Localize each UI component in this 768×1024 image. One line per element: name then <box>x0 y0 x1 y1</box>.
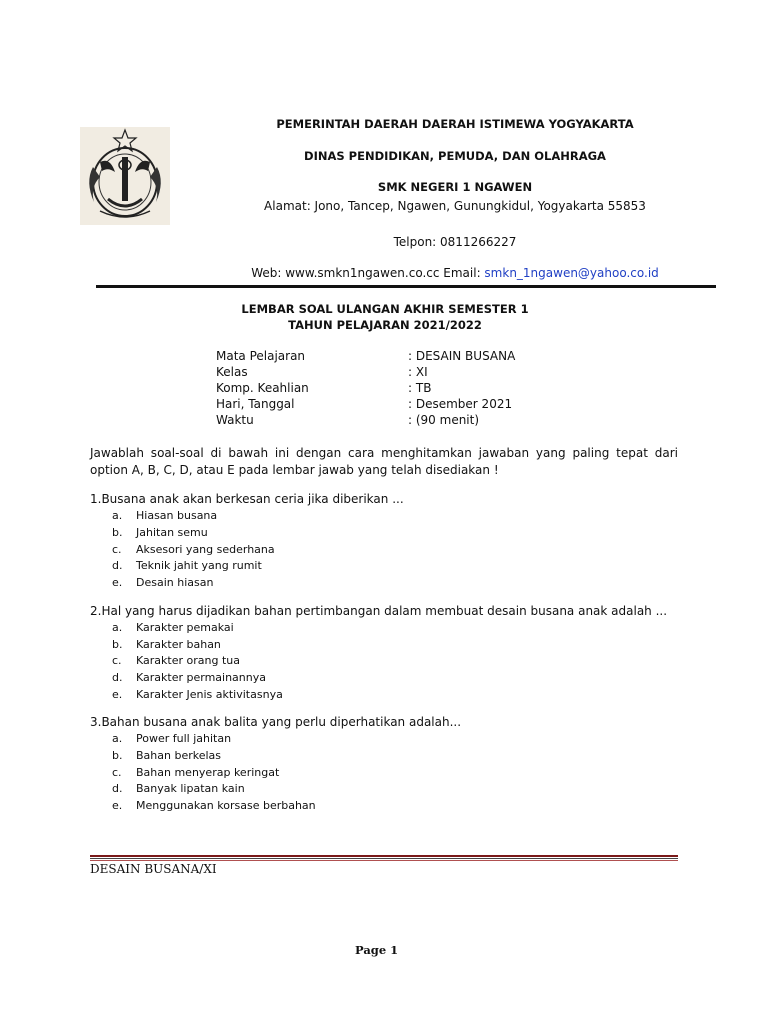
option-letter: c. <box>112 766 122 779</box>
header-agency: DINAS PENDIDIKAN, PEMUDA, DAN OLAHRAGA <box>304 149 606 163</box>
info-label: Kelas <box>216 365 248 379</box>
option-text: Bahan berkelas <box>136 749 222 762</box>
question-1: 1.Busana anak akan berkesan ceria jika diberikan ... <box>90 492 404 506</box>
footer-subject: DESAIN BUSANA/XI <box>90 862 217 876</box>
info-value: : DESAIN BUSANA <box>408 349 516 363</box>
exam-title: LEMBAR SOAL ULANGAN AKHIR SEMESTER 1 <box>241 302 529 316</box>
option-text: Hiasan busana <box>136 509 218 522</box>
option-text: Menggunakan korsase berbahan <box>136 799 316 812</box>
option-text: Desain hiasan <box>136 576 214 589</box>
option-text: Power full jahitan <box>136 732 232 745</box>
header-address: Alamat: Jono, Tancep, Ngawen, Gunungkidul, Yogyakarta 55853 <box>264 199 646 213</box>
option-text: Bahan menyerap keringat <box>136 766 280 779</box>
option-letter: b. <box>112 638 123 651</box>
option-letter: e. <box>112 576 123 589</box>
option-letter: a. <box>112 509 123 522</box>
info-label: Waktu <box>216 413 254 427</box>
header-email-link[interactable]: smkn_1ngawen@yahoo.co.id <box>484 266 659 280</box>
header-school-name: SMK NEGERI 1 NGAWEN <box>377 180 533 194</box>
header-web: Web: www.smkn1ngawen.co.cc Email: <box>251 266 485 280</box>
info-value: : TB <box>408 381 432 395</box>
info-value: : XI <box>408 365 428 379</box>
option-letter: d. <box>112 559 123 572</box>
option-text: Karakter bahan <box>136 638 221 651</box>
crest-emblem-icon <box>80 127 170 225</box>
option-text: Aksesori yang sederhana <box>136 543 275 556</box>
option-text: Jahitan semu <box>136 526 208 539</box>
option-letter: c. <box>112 543 122 556</box>
header-government: PEMERINTAH DAERAH DAERAH ISTIMEWA YOGYAKARTA <box>276 117 634 131</box>
option-letter: e. <box>112 688 123 701</box>
instruction-text: Jawablah soal-soal di bawah ini dengan cara menghitamkan jawaban yang paling tepat dari option A, B, C, D, atau E pada lembar jawab yang telah disediakan ! <box>90 446 678 477</box>
option-letter: d. <box>112 782 123 795</box>
option-text: Karakter orang tua <box>136 654 240 667</box>
info-label: Komp. Keahlian <box>216 381 309 395</box>
info-label: Hari, Tanggal <box>216 397 295 411</box>
header-phone: Telpon: 0811266227 <box>393 235 517 249</box>
info-label: Mata Pelajaran <box>216 349 306 363</box>
option-text: Karakter permainannya <box>136 671 266 684</box>
footer-divider <box>90 855 678 857</box>
option-letter: d. <box>112 671 123 684</box>
header-web-email <box>240 266 670 280</box>
option-letter: e. <box>112 799 123 812</box>
info-value: : (90 menit) <box>408 413 480 427</box>
option-text: Karakter Jenis aktivitasnya <box>136 688 283 701</box>
question-2: 2.Hal yang harus dijadikan bahan pertimbangan dalam membuat desain busana anak adalah ... <box>90 604 668 618</box>
option-letter: b. <box>112 526 123 539</box>
option-letter: a. <box>112 621 123 634</box>
info-value: : Desember 2021 <box>408 397 513 411</box>
option-text: Teknik jahit yang rumit <box>136 559 262 572</box>
question-3: 3.Bahan busana anak balita yang perlu diperhatikan adalah... <box>90 715 462 729</box>
page-number: Page 1 <box>355 943 399 957</box>
option-letter: a. <box>112 732 123 745</box>
footer-divider <box>90 858 678 859</box>
option-letter: b. <box>112 749 123 762</box>
header-divider <box>96 285 716 288</box>
option-letter: c. <box>112 654 122 667</box>
option-text: Karakter pemakai <box>136 621 234 634</box>
option-text: Banyak lipatan kain <box>136 782 245 795</box>
exam-year: TAHUN PELAJARAN 2021/2022 <box>288 318 482 332</box>
school-crest-logo <box>80 127 170 225</box>
footer-divider <box>90 860 678 861</box>
